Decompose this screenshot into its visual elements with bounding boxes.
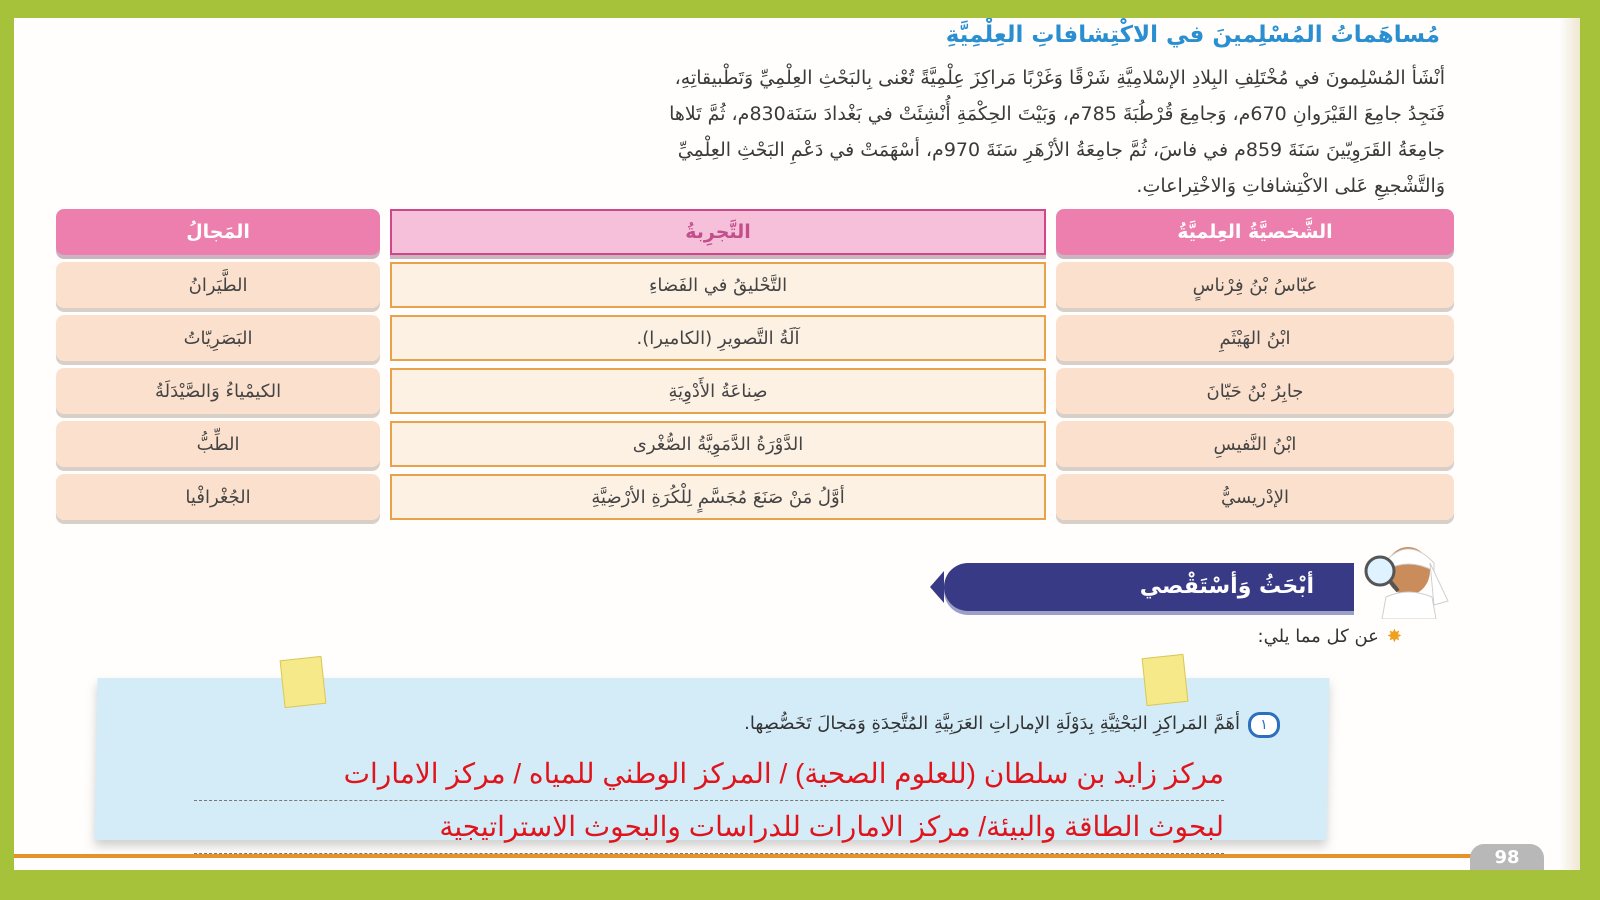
research-banner: أبْحَثُ وَأسْتَقْصي xyxy=(944,563,1354,611)
answer-line: مركز زايد بن سلطان (للعلوم الصحية) / المركز الوطني للمياه / مركز الامارات xyxy=(194,748,1224,801)
cell-field: الجُغْرافْيا xyxy=(56,474,380,520)
question-1 xyxy=(744,712,1280,738)
intro-line: فَنَجِدُ جامِعَ القَيْرَوانِ 670م، وَجامِعَ قُرْطُبَةَ 785م، وَبَيْتَ الحِكْمَةِ أُنْشِئَتْ في بَغْدادَ سَنَة830م، ثُمَّ تَلاها xyxy=(669,103,1445,125)
table-row xyxy=(56,474,1454,520)
header-field: المَجالُ xyxy=(56,209,380,255)
cell-experiment: آلَةُ التَّصويرِ (الكاميرا). xyxy=(390,315,1046,361)
cell-scientist: عبّاسُ بْنُ فِرْناسٍ xyxy=(1056,262,1454,308)
intro-line: أنْشَأ المُسْلِمونَ في مُخْتَلِفِ البِلادِ الإسْلامِيَّةِ شَرْقًا وَغَرْبًا مَراكِزَ عِلْمِيَّةً تُعْنى بِالبَحْثِ العِلْمِيِّ وَتَطْبيقاتِهِ، xyxy=(674,67,1445,89)
page-edge-shade xyxy=(1558,18,1580,870)
table-row xyxy=(56,315,1454,361)
table-row xyxy=(56,262,1454,308)
cell-field: الكيمْياءُ وَالصَّيْدَلَةُ xyxy=(56,368,380,414)
header-scientist: الشَّخصيَّةُ العِلميَّةُ xyxy=(1056,209,1454,255)
question-number-badge: ١ xyxy=(1248,712,1280,738)
answer-line: لبحوث الطاقة والبيئة/ مركز الامارات للدراسات والبحوث الاستراتيجية xyxy=(194,801,1224,854)
cell-field: الطِّبُّ xyxy=(56,421,380,467)
table-row xyxy=(56,421,1454,467)
cell-scientist: الإدْريسيُّ xyxy=(1056,474,1454,520)
cell-experiment: أوَّلُ مَنْ صَنَعَ مُجَسَّمٍ لِلْكُرَةِ الأرْضِيَّةِ xyxy=(390,474,1046,520)
cell-scientist: ابْنُ الهَيْثَمِ xyxy=(1056,315,1454,361)
cell-experiment: التَّحْليقُ في الفَضاءِ xyxy=(390,262,1046,308)
cell-field: البَصَرِيّاتُ xyxy=(56,315,380,361)
cell-experiment: صِناعَةُ الأَدْوِيَةِ xyxy=(390,368,1046,414)
textbook-page xyxy=(14,18,1580,870)
cell-experiment: الدَّوْرَةُ الدَّمَوِيَّةُ الصُّغْرى xyxy=(390,421,1046,467)
star-bullet-icon: ✸ xyxy=(1386,626,1402,647)
explorer-boy-icon xyxy=(1350,541,1450,619)
intro-line: وَالتَّشْجيعِ عَلى الاكْتِشافاتِ وَالاخْتِراعاتِ. xyxy=(1136,175,1445,197)
intro-paragraph xyxy=(25,60,1445,204)
page-number: 98 xyxy=(1470,844,1544,870)
footer-rule xyxy=(14,854,1474,858)
sticky-tape-icon xyxy=(280,656,327,708)
instruction-text: عن كل مما يلي: xyxy=(1257,626,1379,647)
cell-scientist: ابْنُ النَّفيسِ xyxy=(1056,421,1454,467)
cell-field: الطَّيَرانُ xyxy=(56,262,380,308)
discoveries-table xyxy=(46,202,1464,527)
answer-text xyxy=(194,748,1224,854)
question-text: أهَمَّ المَراكِزِ البَحْثِيَّةِ بِدَوْلَةِ الإماراتِ العَرَبِيَّةِ المُتَّحِدَةِ وَمَجالَ تَخَصُّصِها. xyxy=(744,713,1240,734)
header-experiment: التَّجرِبةُ xyxy=(390,209,1046,255)
sticky-tape-icon xyxy=(1142,654,1189,706)
table-row xyxy=(56,368,1454,414)
lesson-title: مُساهَماتُ المُسْلِمينَ في الاكْتِشافاتِ العِلْمِيَّةِ xyxy=(945,22,1440,48)
intro-line: جامِعَةُ القَرَوِيّينَ سَنَةَ 859م في فاسَ، ثُمَّ جامِعَةُ الأزْهَرِ سَنَةَ 970م، أسْهَمَتْ في دَعْمِ البَحْثِ العِلْمِيِّ xyxy=(677,139,1445,161)
activity-instruction xyxy=(1258,626,1402,647)
cell-scientist: جابِرُ بْنُ حَيّانَ xyxy=(1056,368,1454,414)
table-header-row xyxy=(56,209,1454,255)
